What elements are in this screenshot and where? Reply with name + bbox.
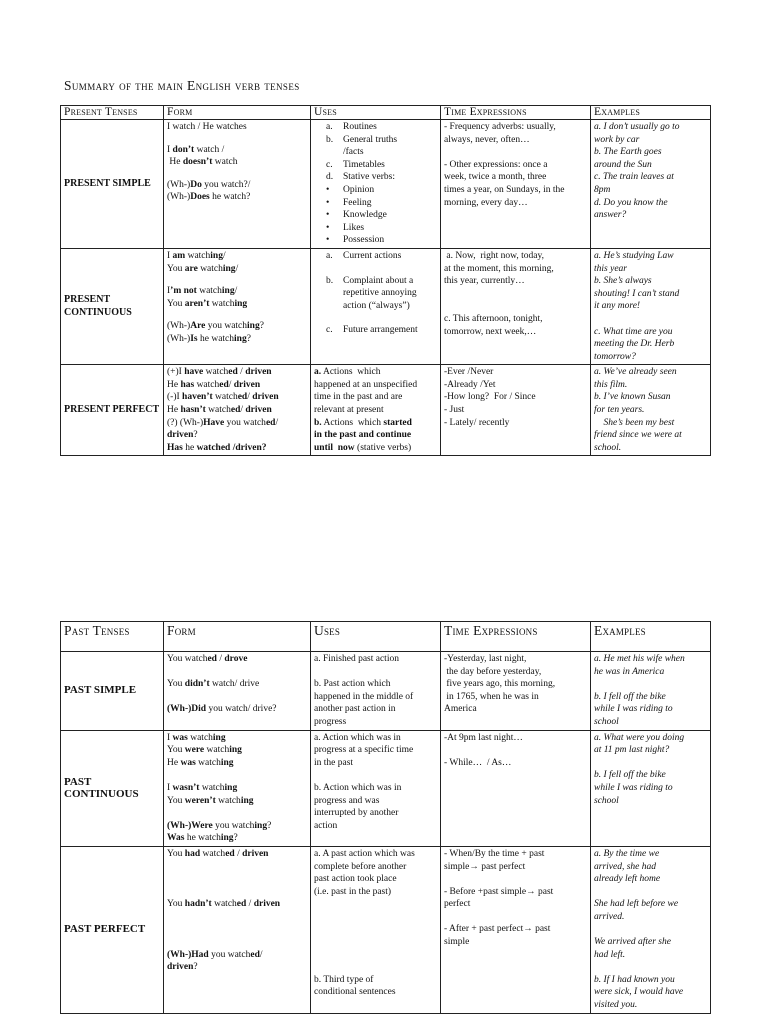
header-form: Form: [164, 106, 311, 120]
use-line: time in the past and are: [314, 392, 403, 403]
example-line: had left.: [594, 949, 626, 960]
example-line: shouting! I can’t stand: [594, 288, 680, 299]
use-item: • Likes: [326, 222, 365, 233]
form-line: [167, 666, 307, 679]
use-line: [314, 949, 437, 962]
form-line: [167, 886, 307, 899]
form-line: (+)I have watched / driven: [167, 367, 272, 378]
form-line: driven?: [167, 962, 198, 973]
use-item: action (“always”): [343, 300, 410, 311]
use-item: a. Current actions: [326, 250, 402, 261]
form-line: (-)I haven’t watched/ driven: [167, 392, 279, 403]
use-line: action: [314, 820, 338, 831]
example-line: school.: [594, 442, 622, 453]
use-line: happened in the middle of: [314, 691, 414, 702]
form-line: driven?: [167, 430, 198, 441]
use-line: conditional sentences: [314, 987, 396, 998]
use-line: interrupted by another: [314, 808, 399, 819]
form-line: (Wh-)Were you watching?: [167, 820, 272, 831]
uses-cell: [311, 248, 441, 364]
use-line: relevant at present: [314, 405, 384, 416]
use-line: [314, 911, 437, 924]
header-time-expressions: Time Expressions: [441, 106, 591, 120]
example-line: while I was riding to: [594, 782, 673, 793]
tense-name: PAST PERFECT: [61, 846, 164, 1013]
tense-name: PRESENT PERFECT: [61, 365, 164, 456]
time-line: -Ever /Never: [444, 367, 494, 378]
example-line: school: [594, 716, 619, 727]
use-item: • Feeling: [326, 197, 372, 208]
form-line: I don’t watch /: [167, 144, 225, 155]
examples-cell: [591, 652, 711, 731]
example-line: while I was riding to: [594, 704, 673, 715]
form-line: You were watching: [167, 745, 242, 756]
form-line: [167, 807, 307, 820]
form-line: I am watching/: [167, 250, 226, 261]
form-cell: [164, 248, 311, 364]
example-line: around the Sun: [594, 159, 652, 170]
time-line: always, never, often…: [444, 134, 530, 145]
form-line: I watch / He watches: [167, 122, 247, 132]
time-line: -Yesterday, last night,: [444, 654, 527, 664]
form-line: [167, 873, 307, 886]
use-line: b. Third type of: [314, 974, 374, 985]
example-line: 8pm: [594, 184, 611, 195]
time-expressions-cell: [441, 730, 591, 846]
example-line: this year: [594, 263, 627, 274]
example-line: tomorrow?: [594, 351, 636, 362]
header-examples: Examples: [591, 106, 711, 120]
row-present-continuous: [61, 248, 711, 364]
use-item: /facts: [343, 147, 364, 158]
example-line: answer?: [594, 210, 627, 221]
form-line: You watched / drove: [167, 654, 248, 664]
time-line: simple→ past perfect: [444, 861, 526, 872]
form-line: [167, 911, 307, 924]
use-item: a. Routines: [326, 122, 377, 132]
form-line: (Wh-)Is he watching?: [167, 333, 251, 344]
use-line: [314, 898, 437, 911]
form-line: Was he watching?: [167, 833, 238, 844]
time-expressions-cell: [441, 652, 591, 731]
form-line: (Wh-)Did you watch/ drive?: [167, 704, 277, 715]
time-line: times a year, on Sundays, in the: [444, 184, 565, 195]
time-line: America: [444, 704, 477, 715]
uses-cell: [311, 730, 441, 846]
use-item: • Knowledge: [326, 210, 387, 221]
example-line: We arrived after she: [594, 937, 671, 948]
time-expressions-cell: [441, 248, 591, 364]
example-line: were sick, I would have: [594, 987, 684, 998]
examples-cell: [591, 248, 711, 364]
time-expressions-cell: [441, 846, 591, 1013]
example-line: it any more!: [594, 301, 641, 312]
use-line: in the past and continue: [314, 430, 412, 441]
time-line: - Before +past simple→ past: [444, 886, 554, 897]
example-line: She had left before we: [594, 899, 679, 910]
use-line: [314, 923, 437, 936]
example-line: a. I don’t usually go to: [594, 122, 680, 132]
time-line: [444, 288, 587, 301]
example-line: for ten years.: [594, 405, 645, 416]
time-line: morning, every day…: [444, 197, 528, 208]
form-cell: [164, 652, 311, 731]
use-line: a. Action which was in: [314, 732, 401, 743]
tense-name: PRESENT CONTINUOUS: [61, 248, 164, 364]
time-line: - After + past perfect→ past: [444, 924, 551, 935]
use-line: (i.e. past in the past): [314, 886, 392, 897]
time-line: at the moment, this morning,: [444, 263, 554, 274]
time-line: -At 9pm last night…: [444, 732, 523, 743]
example-line: a. What were you doing: [594, 732, 685, 743]
form-line: (Wh-)Are you watching?: [167, 321, 264, 332]
example-line: a. We’ve already seen: [594, 367, 677, 378]
use-line: progress and was: [314, 795, 380, 806]
header-tenses: Past Tenses: [61, 622, 164, 652]
example-line: visited you.: [594, 1000, 638, 1011]
time-line: in 1765, when he was in: [444, 691, 539, 702]
time-line: - Other expressions: once a: [444, 159, 548, 170]
form-line: He doesn’t watch: [167, 157, 238, 168]
example-line: b. The Earth goes: [594, 147, 662, 158]
form-line: He was watching: [167, 757, 234, 768]
form-line: (Wh-)Do you watch?/: [167, 179, 251, 190]
example-line: school: [594, 795, 619, 806]
time-line: five years ago, this morning,: [444, 679, 556, 690]
form-line: [167, 936, 307, 949]
form-line: You are watching/: [167, 263, 239, 274]
row-present-simple: [61, 120, 711, 249]
example-line: a. By the time we: [594, 848, 660, 859]
example-line: b. I fell off the bike: [594, 691, 666, 702]
past-tenses-table: [60, 621, 711, 1014]
form-line: I was watching: [167, 732, 226, 743]
use-line: [314, 936, 437, 949]
form-line: (Wh-)Does he watch?: [167, 192, 251, 203]
use-item: c. Future arrangement: [326, 325, 418, 336]
example-line: b. I’ve known Susan: [594, 392, 671, 403]
tense-name: PAST CONTINUOUS: [61, 730, 164, 846]
time-line: -How long? For / Since: [444, 392, 536, 403]
time-line: - Just: [444, 405, 465, 416]
time-line: simple: [444, 937, 470, 948]
header-time-expressions: Time Expressions: [441, 622, 591, 652]
time-line: perfect: [444, 899, 471, 910]
tense-name: PRESENT SIMPLE: [61, 120, 164, 249]
use-line: past action took place: [314, 874, 397, 885]
row-present-perfect: [61, 365, 711, 456]
form-line: He has watched/ driven: [167, 379, 261, 390]
form-line: Has he watched /driven?: [167, 442, 267, 453]
example-line: [594, 313, 707, 326]
uses-cell: [311, 846, 441, 1013]
time-line: [444, 873, 587, 886]
form-line: You didn’t watch/ drive: [167, 679, 260, 690]
time-line: a. Now, right now, today,: [444, 250, 544, 261]
form-line: You weren’t watching: [167, 795, 254, 806]
use-line: happened at an unspecified: [314, 379, 418, 390]
example-line: arrived, she had: [594, 861, 657, 872]
use-line: b. Action which was in: [314, 782, 402, 793]
examples-cell: [591, 846, 711, 1013]
example-line: at 11 pm last night?: [594, 745, 670, 756]
time-line: c. This afternoon, tonight,: [444, 313, 543, 324]
time-line: -Already /Yet: [444, 379, 496, 390]
time-line: - Frequency adverbs: usually,: [444, 122, 556, 132]
row-past-continuous: [61, 730, 711, 846]
use-line: another past action in: [314, 704, 396, 715]
time-line: [444, 146, 587, 159]
form-line: I’m not watching/: [167, 286, 238, 297]
time-line: - Lately/ recently: [444, 417, 510, 428]
time-line: - While… / As…: [444, 757, 512, 768]
form-line: You hadn’t watched / driven: [167, 899, 281, 910]
use-item: • Possession: [326, 235, 385, 246]
time-line: [444, 300, 587, 313]
example-line: he was in America: [594, 666, 665, 677]
example-line: a. He’s studying Law: [594, 250, 674, 261]
examples-cell: [591, 730, 711, 846]
header-uses: Uses: [311, 106, 441, 120]
use-item: b. General truths: [326, 134, 398, 145]
use-item: b. Complaint about a: [326, 275, 414, 286]
example-line: She’s been my best: [594, 417, 675, 428]
examples-cell: [591, 120, 711, 249]
form-cell: [164, 365, 311, 456]
example-line: c. What time are you: [594, 326, 673, 337]
example-line: b. If I had known you: [594, 974, 675, 985]
use-item: d. Stative verbs:: [326, 172, 395, 183]
use-line: progress at a specific time: [314, 745, 414, 756]
form-line: I wasn’t watching: [167, 782, 238, 793]
row-past-simple: [61, 652, 711, 731]
present-table-header-row: [61, 106, 711, 120]
time-line: week, twice a month, three: [444, 172, 547, 183]
example-line: d. Do you know the: [594, 197, 668, 208]
form-line: (?) (Wh-)Have you watched/: [167, 417, 279, 428]
header-tenses: Present Tenses: [61, 106, 164, 120]
use-line: a. Actions which: [314, 367, 381, 378]
present-tenses-table: [60, 105, 711, 456]
use-item: c. Timetables: [326, 159, 385, 170]
use-line: a. A past action which was: [314, 848, 415, 859]
form-cell: [164, 846, 311, 1013]
example-line: [594, 886, 707, 899]
use-line: [314, 666, 437, 679]
past-table-header-row: [61, 622, 711, 652]
examples-cell: [591, 365, 711, 456]
example-line: [594, 961, 707, 974]
example-line: already left home: [594, 874, 661, 885]
uses-cell: [311, 365, 441, 456]
use-line: b. Past action which: [314, 679, 391, 690]
uses-cell: [311, 120, 441, 249]
form-line: You had watched / driven: [167, 848, 269, 859]
header-uses: Uses: [311, 622, 441, 652]
form-line: [167, 769, 307, 782]
example-line: friend since we were at: [594, 430, 682, 441]
use-line: complete before another: [314, 861, 407, 872]
time-line: [444, 911, 587, 924]
header-form: Form: [164, 622, 311, 652]
form-line: You aren’t watching: [167, 298, 248, 309]
use-item: • Opinion: [326, 184, 375, 195]
time-line: - When/By the time + past: [444, 848, 545, 859]
form-line: [167, 923, 307, 936]
use-line: [314, 769, 437, 782]
page-title: Summary of the main English verb tenses: [64, 78, 300, 93]
example-line: arrived.: [594, 911, 625, 922]
time-line: [444, 744, 587, 757]
form-cell: [164, 730, 311, 846]
example-line: this film.: [594, 379, 628, 390]
use-line: in the past: [314, 757, 354, 768]
example-line: meeting the Dr. Herb: [594, 339, 675, 350]
time-line: this year, currently…: [444, 276, 525, 287]
example-line: a. He met his wife when: [594, 654, 685, 664]
example-line: c. The train leaves at: [594, 172, 674, 183]
form-line: [167, 691, 307, 704]
header-examples: Examples: [591, 622, 711, 652]
example-line: [594, 757, 707, 770]
form-cell: [164, 120, 311, 249]
form-line: (Wh-)Had you watched/: [167, 949, 263, 960]
example-line: work by car: [594, 134, 640, 145]
example-line: b. She’s always: [594, 276, 652, 287]
use-item: repetitive annoying: [343, 288, 417, 299]
uses-cell: [311, 652, 441, 731]
row-past-perfect: [61, 846, 711, 1013]
use-line: b. Actions which started: [314, 417, 412, 428]
use-line: until now (stative verbs): [314, 442, 412, 453]
time-line: tomorrow, next week,…: [444, 326, 537, 337]
form-line: [167, 861, 307, 874]
form-line: He hasn’t watched/ driven: [167, 405, 272, 416]
example-line: b. I fell off the bike: [594, 770, 666, 781]
time-expressions-cell: [441, 365, 591, 456]
tense-name: PAST SIMPLE: [61, 652, 164, 731]
example-line: [594, 678, 707, 691]
time-line: the day before yesterday,: [444, 666, 542, 677]
use-line: a. Finished past action: [314, 654, 399, 664]
example-line: [594, 923, 707, 936]
use-line: [314, 961, 437, 974]
use-line: progress: [314, 716, 347, 727]
time-expressions-cell: [441, 120, 591, 249]
